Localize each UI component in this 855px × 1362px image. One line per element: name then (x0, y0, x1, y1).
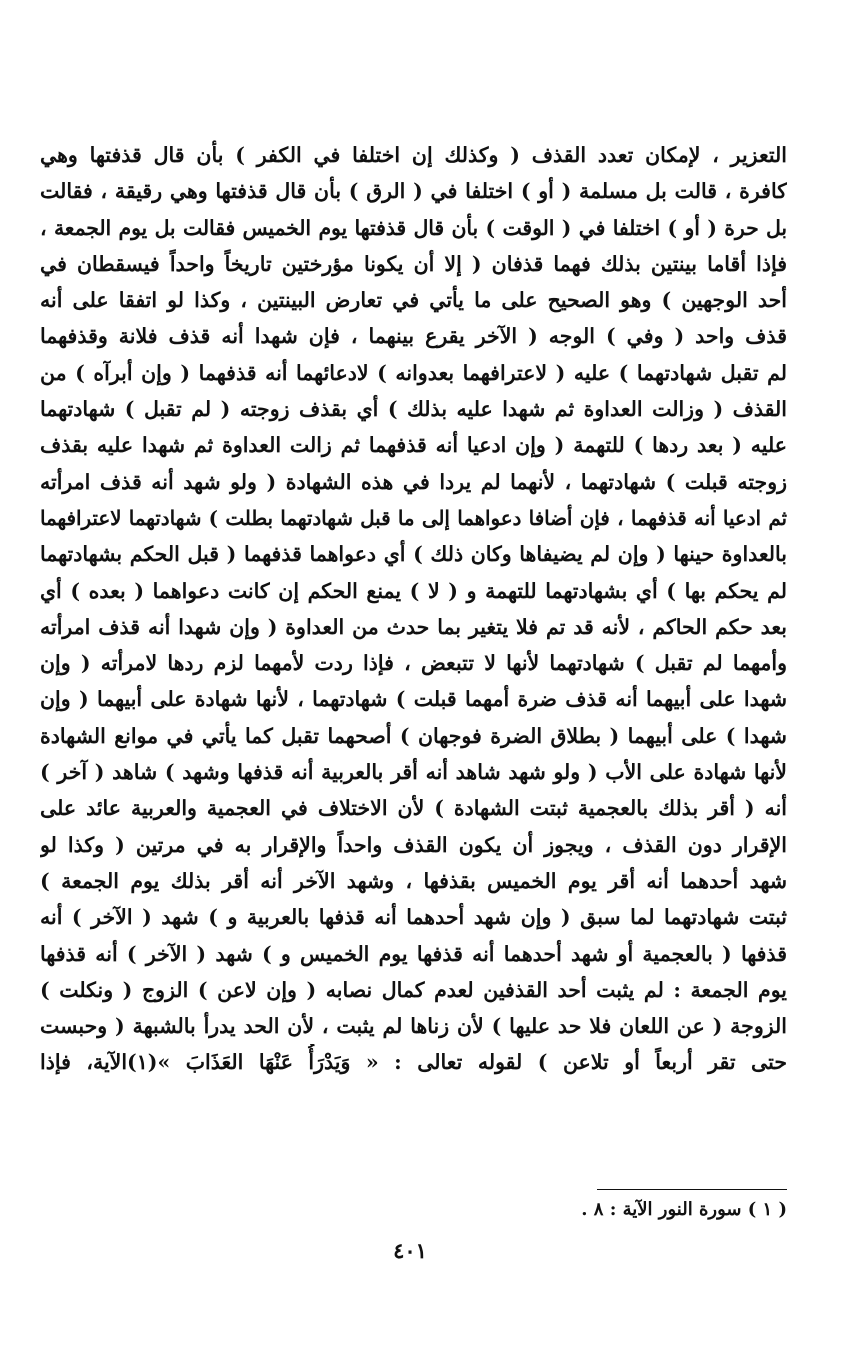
text-line: وأمهما لم تقبل ) شهادتهما لأنها لا تتبعض ، فإذا ردت لأمهما لزم ردها لامرأته ( وإن (40, 651, 787, 676)
text-line: التعزير ، لإمكان تعدد القذف ( وكذلك إن اختلفا في الكفر ) بأن قال قذفتها وهي (40, 143, 787, 167)
text-line: ثبتت شهادتهما لما سبق ( وإن شهد أحدهما أنه قذفها بالعربية و ) شهد ( الآخر ) أنه (40, 905, 787, 930)
text-line: يوم الجمعة : لم يثبت أحد القذفين لعدم كمال نصابه ( وإن لاعن ) الزوج ( ونكلت ) (40, 977, 787, 1002)
text-line: قذفها ( بالعجمية أو شهد أحدهما أنه قذفها يوم الخميس و ) شهد ( الآخر ) أنه قذفها (40, 941, 787, 966)
text-line: أنه ( أقر بذلك بالعجمية ثبتت الشهادة ) لأن الاختلاف في العجمية والعربية عائد على (40, 796, 787, 821)
text-line: لأنها شهادة على الأب ( ولو شهد شاهد أنه أقر بالعربية أنه قذفها وشهد ) شاهد ( آخر ) (40, 760, 787, 785)
page-number: ٤٠١ (393, 1238, 427, 1263)
text-line: لم تقبل شهادتهما ) عليه ( لاعترافهما بعدوانه ) لادعائهما أنه قذفهما ( وإن أبرآه ) من (40, 360, 787, 385)
text-line: حتى تقر أربعاً أو تلاعن ) لقوله تعالى : « وَيَدْرَأُ عَنْهَا العَذَابَ »(١)الآية، فإذا (40, 1050, 787, 1075)
text-line: شهدا ) على أبيهما ( بطلاق الضرة فوجهان ) أصحهما تقبل كما يأتي في موانع الشهادة (40, 723, 787, 748)
footnote-separator (597, 1189, 787, 1190)
text-line: شهد أحدهما أنه أقر يوم الخميس بقذفها ، وشهد الآخر أنه أقر بذلك يوم الجمعة ) (40, 868, 787, 893)
text-line: شهدا على أبيهما أنه قذف ضرة أمهما قبلت ) شهادتهما ، لأنها شهادة على أبيهما ( وإن (40, 687, 787, 712)
footnote: ( ١ ) سورة النور الآية : ٨ . (581, 1199, 787, 1220)
text-line: قذف واحد ( وفي ) الوجه ( الآخر يقرع بينهما ، فإن شهدا أنه قذف فلانة وقذفهما (40, 324, 787, 349)
text-line: ثم ادعيا أنه قذفهما ، فإن أضافا دعواهما إلى ما قبل شهادتهما بطلت ) شهادتهما لاعترافهما (40, 505, 787, 530)
text-line: كافرة ، قالت بل مسلمة ( أو ) اختلفا في ( الرق ) بأن قال قذفتها وهي رقيقة ، فقالت (40, 179, 787, 204)
text-line: الإقرار دون القذف ، ويجوز أن يكون القذف واحداً والإقرار به في مرتين ( وكذا لو (40, 832, 787, 857)
text-line: فإذا أقاما بينتين بذلك فهما قذفان ( إلا أن يكونا مؤرختين تاريخاً واحداً فيسقطان في (40, 251, 787, 276)
text-line: بل حرة ( أو ) اختلفا في ( الوقت ) بأن قال قذفتها يوم الخميس فقالت بل يوم الجمعة ، (40, 215, 787, 240)
text-line: زوجته قبلت ) شهادتهما ، لأنهما لم يردا في هذه الشهادة ( ولو شهد أنه قذف امرأته (40, 469, 787, 494)
text-line: الزوجة ( عن اللعان فلا حد عليها ) لأن زناها لم يثبت ، لأن الحد يدرأ بالشبهة ( وحبست (40, 1014, 787, 1039)
text-line: بالعداوة حينها ( وإن لم يضيفاها وكان ذلك ) أي دعواهما قذفهما ( قبل الحكم بشهادتهما (40, 542, 787, 567)
text-line: عليه ( بعد ردها ) للتهمة ( وإن ادعيا أنه قذفهما ثم زالت العداوة ثم شهدا عليه بقذف (40, 433, 787, 458)
text-line: القذف ( وزالت العداوة ثم شهدا عليه بذلك ) أي بقذف زوجته ( لم تقبل ) شهادتهما (40, 397, 787, 422)
text-line: أحد الوجهين ) وهو الصحيح على ما يأتي في تعارض البينتين ، وكذا لو اتفقا على أنه (40, 288, 787, 313)
text-line: لم يحكم بها ) أي بشهادتهما للتهمة و ( لا ) يمنع الحكم إن كانت دعواهما ( بعده ) أي (40, 578, 787, 603)
text-line: بعد حكم الحاكم ، لأنه قد تم فلا يتغير بما حدث من العداوة ( وإن شهدا أنه قذف امرأته (40, 614, 787, 639)
main-text (40, 137, 787, 1081)
